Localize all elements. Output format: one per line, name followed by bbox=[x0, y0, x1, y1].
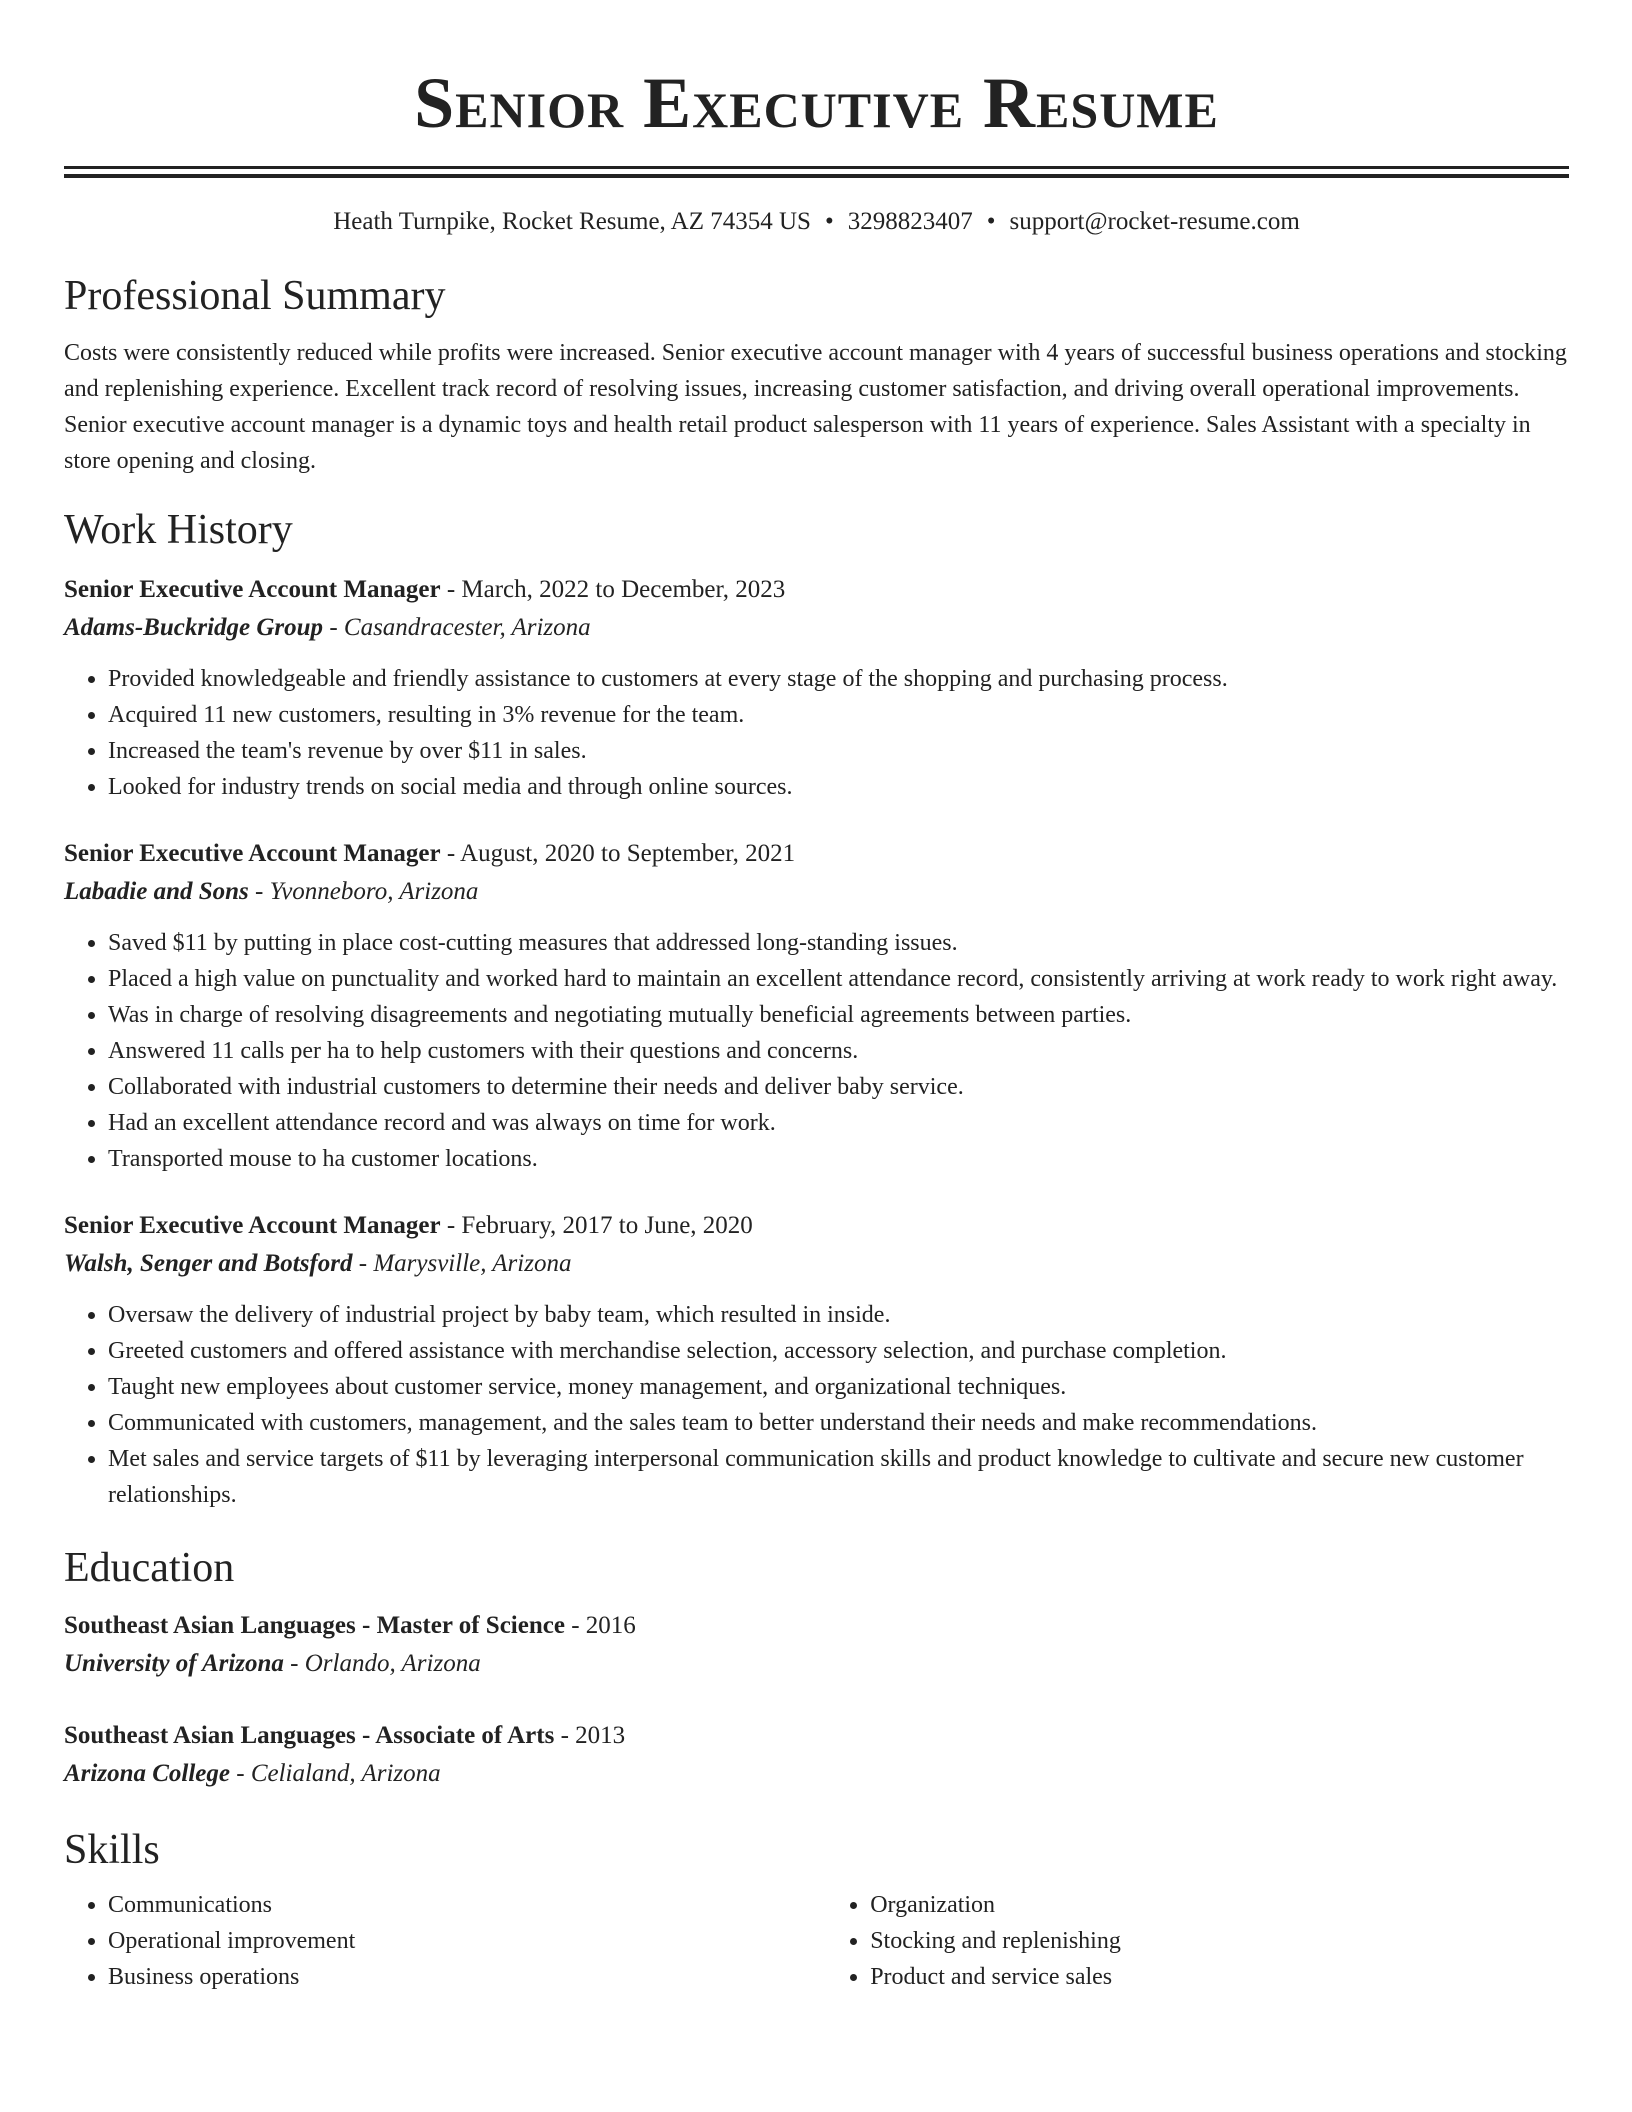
job-company: Labadie and Sons bbox=[64, 878, 249, 905]
work-history-heading: Work History bbox=[64, 507, 293, 553]
job-bullets bbox=[64, 925, 1569, 1177]
job-company: Adams-Buckridge Group bbox=[64, 614, 324, 641]
school-location: - Orlando, Arizona bbox=[283, 1650, 481, 1677]
degree: Southeast Asian Languages - Associate of Arts bbox=[64, 1722, 555, 1749]
contact-separator: • bbox=[824, 208, 834, 235]
job-entry bbox=[64, 571, 1569, 805]
skills-grid bbox=[64, 1887, 1569, 1995]
education-entry bbox=[64, 1717, 1569, 1793]
job-location: - Marysville, Arizona bbox=[352, 1250, 572, 1277]
job-bullet: • Acquired 11 new customers, resulting in 3% revenue for the team. bbox=[108, 697, 1569, 733]
job-bullets bbox=[64, 661, 1569, 805]
job-title: Senior Executive Account Manager bbox=[64, 576, 441, 603]
degree: Southeast Asian Languages - Master of Science bbox=[64, 1612, 565, 1639]
job-bullet: • Oversaw the delivery of industrial project by baby team, which resulted in inside. bbox=[108, 1297, 1569, 1333]
job-company-line bbox=[64, 873, 1569, 911]
resume-page bbox=[64, 0, 1569, 1995]
job-bullet: • Looked for industry trends on social media and through online sources. bbox=[108, 769, 1569, 805]
job-title: Senior Executive Account Manager bbox=[64, 1212, 441, 1239]
school-name: University of Arizona bbox=[64, 1650, 284, 1677]
school-name: Arizona College bbox=[64, 1760, 230, 1787]
skill-item: • Business operations bbox=[108, 1959, 826, 1995]
job-bullet: • Had an excellent attendance record and was always on time for work. bbox=[108, 1105, 1569, 1141]
school-location: - Celialand, Arizona bbox=[230, 1760, 441, 1787]
job-bullet: • Met sales and service targets of $11 by leveraging interpersonal communication skills and product knowledge to cultivate and secure new customer relationships. bbox=[108, 1441, 1569, 1513]
school-line bbox=[64, 1645, 1569, 1683]
job-dates: - August, 2020 to September, 2021 bbox=[440, 840, 796, 867]
skill-item: • Organization bbox=[870, 1887, 1569, 1923]
job-location: - Casandracester, Arizona bbox=[323, 614, 591, 641]
job-bullet: • Increased the team's revenue by over $11 in sales. bbox=[108, 733, 1569, 769]
job-bullet: • Greeted customers and offered assistance with merchandise selection, accessory selection, and purchase completion. bbox=[108, 1333, 1569, 1369]
job-company-line bbox=[64, 1245, 1569, 1283]
job-dates: - February, 2017 to June, 2020 bbox=[440, 1212, 753, 1239]
education-heading: Education bbox=[64, 1545, 235, 1591]
contact-separator: • bbox=[986, 208, 996, 235]
skills-heading: Skills bbox=[64, 1827, 160, 1873]
job-bullet: • Provided knowledgeable and friendly assistance to customers at every stage of the shopping and purchasing process. bbox=[108, 661, 1569, 697]
degree-line bbox=[64, 1607, 1569, 1645]
job-entry bbox=[64, 835, 1569, 1177]
contact-phone: 3298823407 bbox=[847, 208, 973, 235]
skill-item: • Operational improvement bbox=[108, 1923, 826, 1959]
skills-column-right bbox=[826, 1887, 1569, 1995]
education-entry bbox=[64, 1607, 1569, 1683]
skill-item: • Communications bbox=[108, 1887, 826, 1923]
job-bullet: • Collaborated with industrial customers to determine their needs and deliver baby service. bbox=[108, 1069, 1569, 1105]
skills-column-left bbox=[64, 1887, 826, 1995]
job-bullet: • Communicated with customers, management, and the sales team to better understand their needs and make recommendations. bbox=[108, 1405, 1569, 1441]
job-dates: - March, 2022 to December, 2023 bbox=[440, 576, 786, 603]
job-title-line bbox=[64, 835, 1569, 873]
contact-email: support@rocket-resume.com bbox=[1009, 208, 1300, 235]
job-bullet: • Transported mouse to ha customer locations. bbox=[108, 1141, 1569, 1177]
job-title-line bbox=[64, 1207, 1569, 1245]
contact-line bbox=[64, 205, 1569, 239]
skill-item: • Product and service sales bbox=[870, 1959, 1569, 1995]
degree-year: - 2016 bbox=[564, 1612, 636, 1639]
job-title: Senior Executive Account Manager bbox=[64, 840, 441, 867]
school-line bbox=[64, 1755, 1569, 1793]
title-double-rule bbox=[64, 166, 1569, 178]
job-bullet: • Taught new employees about customer service, money management, and organizational techniques. bbox=[108, 1369, 1569, 1405]
degree-year: - 2013 bbox=[554, 1722, 626, 1749]
resume-title: Senior Executive Resume bbox=[414, 63, 1219, 143]
job-bullet: • Was in charge of resolving disagreements and negotiating mutually beneficial agreements between parties. bbox=[108, 997, 1569, 1033]
job-bullets bbox=[64, 1297, 1569, 1513]
job-entry bbox=[64, 1207, 1569, 1513]
skill-item: • Stocking and replenishing bbox=[870, 1923, 1569, 1959]
summary-heading: Professional Summary bbox=[64, 273, 446, 319]
job-bullet: • Saved $11 by putting in place cost-cutting measures that addressed long-standing issues. bbox=[108, 925, 1569, 961]
job-location: - Yvonneboro, Arizona bbox=[248, 878, 479, 905]
job-title-line bbox=[64, 571, 1569, 609]
contact-address: Heath Turnpike, Rocket Resume, AZ 74354 US bbox=[333, 208, 811, 235]
degree-line bbox=[64, 1717, 1569, 1755]
job-bullet: • Placed a high value on punctuality and worked hard to maintain an excellent attendance record, consistently arriving at work ready to work right away. bbox=[108, 961, 1569, 997]
job-company: Walsh, Senger and Botsford bbox=[64, 1250, 353, 1277]
job-bullet: • Answered 11 calls per ha to help customers with their questions and concerns. bbox=[108, 1033, 1569, 1069]
job-company-line bbox=[64, 609, 1569, 647]
summary-text: Costs were consistently reduced while profits were increased. Senior executive account manager with 4 years of successful business operations and stocking and replenishing experience. Excellent track record of resolving issues, increasing customer satisfaction, and driving overall operational improvements. Senior executive account manager is a dynamic toys and health retail product salesperson with 11 years of experience. Sales Assistant with a specialty in store opening and closing. bbox=[64, 340, 1567, 474]
